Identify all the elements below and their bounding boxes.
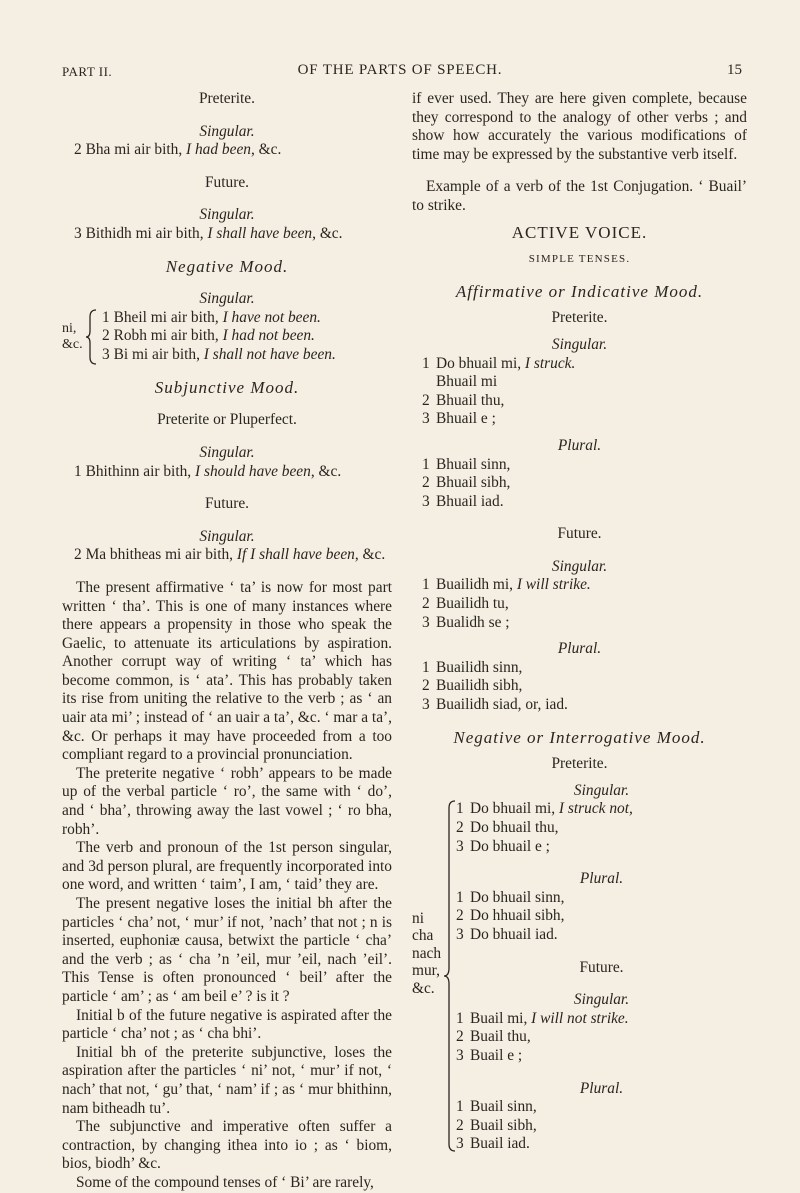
- paragraph: Some of the compound tenses of ‘ Bi’ are rarely,: [76, 1173, 374, 1191]
- negative-singular-label: Singular.: [199, 290, 255, 308]
- aff-pret-plural-list: [412, 456, 747, 512]
- active-voice-heading: ACTIVE VOICE.: [511, 222, 648, 242]
- paragraph: Initial bh of the preterite subjunctive, loses the aspiration after the particles ‘ ni’ not, ‘ mur’ if not, ‘ nach’ that not, ‘ gu’ that, ‘ nam’ if ; as ‘ mur bhithinn, nam bitheadh tu’.: [62, 1043, 392, 1117]
- aff-fut-singular-list: [412, 576, 747, 632]
- conjugation-line: 3 Bhuail iad.: [422, 492, 504, 510]
- paragraph: The present affirmative ‘ ta’ is now for most part written ‘ tha’. This is one of many instances where there appears a propensity in those who speak the Gaelic, to attenuate its articulations by aspiration. Another corrupt way of writing ‘ ta’ which has become common, is ‘ ata’. This has probably taken its rise from uniting the relative to the verb ; as ‘ an uair ata mi’ ; instead of ‘ an uair a ta’, &c. ‘ mar a ta’, &c. Or perhaps it may have proceeded from a too compliant regard to a provincial pronunciation.: [62, 578, 392, 764]
- aff-preterite-heading: Preterite.: [551, 309, 608, 327]
- conjugation-line: 1 Buail mi, I will not strike.: [456, 1009, 629, 1027]
- neg-pret-singular-label: Singular.: [573, 781, 630, 799]
- paragraph: The present negative loses the initial bh after the particles ‘ cha’ not, ‘ mur’ if not, ’nach’ that not ; n is inserted, euphoniæ causa, betwixt the particle ‘ cha’ and the verb ; as ‘ cha ’n ’eil, mur ’eil, nach ’eil’. This Tense is often pronounced ‘ beil’ after the particle ‘ am’ ; as ‘ am beil e’ ? is it ?: [62, 895, 392, 1005]
- subjunctive-singular-label: Singular.: [199, 443, 255, 461]
- negative-conjugation-block: [412, 782, 747, 1154]
- negative-line: 1 Bheil mi air bith, I have not been.: [102, 308, 321, 326]
- conjugation-line: 1 Do bhuail mi, I struck not,: [456, 800, 633, 818]
- aff-pret-singular-label: Singular.: [551, 335, 608, 353]
- subjunctive-mood-heading: Subjunctive Mood.: [154, 377, 300, 397]
- conjugation-line: 2 Buailidh tu,: [422, 595, 509, 613]
- negative-line: 3 Bi mi air bith, I shall not have been.: [102, 345, 336, 363]
- conjugation-line: 1 Do bhuail mi, I struck.: [422, 354, 576, 372]
- conjugation-line: 1 Bhuail sinn,: [422, 455, 511, 473]
- subjunctive-subheading: Preterite or Pluperfect.: [157, 411, 297, 429]
- aff-future-heading: Future.: [557, 525, 602, 543]
- sub-future-heading: Future.: [204, 495, 250, 513]
- brace-icon: [86, 309, 98, 365]
- page-number: 15: [727, 62, 742, 78]
- neg-pret-plural-list: [456, 889, 747, 945]
- affirmative-mood-heading: Affirmative or Indicative Mood.: [455, 281, 704, 301]
- neg-pret-plural-label: Plural.: [579, 870, 624, 888]
- conjugation-line: 2 Buail thu,: [456, 1028, 531, 1046]
- conjugation-line: 1 Buail sinn,: [456, 1098, 537, 1116]
- negative-mood-heading: Negative Mood.: [165, 256, 289, 276]
- paragraph: Initial b of the future negative is aspirated after the particle ‘ cha’ not ; as ‘ cha bhi’.: [62, 1006, 392, 1043]
- preterite-singular-label: Singular.: [199, 122, 255, 140]
- aff-pret-singular-list: [412, 355, 747, 429]
- running-header: [0, 62, 800, 86]
- paragraph: The subjunctive and imperative often suffer a contraction, by changing ithea into io ; as ‘ biom, bios, biodh’ &c.: [62, 1118, 392, 1173]
- negative-mood-block: [62, 309, 392, 365]
- part-label: PART II.: [62, 64, 113, 79]
- future-singular-label: Singular.: [199, 206, 255, 224]
- right-column: [412, 90, 747, 1154]
- paragraph: The verb and pronoun of the 1st person singular, and 3d person plural, are frequently incorporated into one word, and written ‘ taim’, I am, ‘ taid’ they are.: [62, 839, 392, 894]
- neg-fut-singular-list: [456, 1010, 747, 1066]
- negative-interrogative-heading: Negative or Interrogative Mood.: [453, 727, 706, 747]
- conjugation-line: 2 Bhuail thu,: [422, 391, 505, 409]
- page-title: OF THE PARTS OF SPEECH.: [297, 62, 503, 78]
- left-column: [62, 90, 392, 1193]
- aff-pret-plural-label: Plural.: [557, 436, 602, 454]
- aff-fut-plural-list: [412, 659, 747, 715]
- neg-fut-singular-label: Singular.: [573, 991, 630, 1009]
- conjugation-line: 2 Do bhuail thu,: [456, 819, 559, 836]
- preterite-heading: Preterite.: [199, 90, 255, 107]
- neg-fut-plural-label: Plural.: [579, 1079, 624, 1097]
- conjugation-line: 3 Bualidh se ;: [422, 613, 510, 631]
- future-line: 3 Bithidh mi air bith, I shall have been, &c.: [74, 224, 343, 242]
- paragraph: The preterite negative ‘ robh’ appears to be made up of the verbal particle ‘ ro’, the same with ‘ do’, and ‘ bha’, throwing away the last vowel ; ‘ ro bha, robh’.: [62, 764, 392, 838]
- future-heading: Future.: [204, 173, 250, 191]
- example-paragraph: Example of a verb of the 1st Conjugation. ‘ Buail’ to strike.: [412, 178, 747, 214]
- subjunctive-line: 1 Bhithinn air bith, I should have been, &c.: [74, 462, 342, 480]
- conjugation-line: 2 Buail sibh,: [456, 1116, 537, 1134]
- conjugation-line: Bhuail mi: [436, 373, 498, 391]
- conjugation-line: 2 Bhuail sibh,: [422, 474, 511, 492]
- sub-future-line: 2 Ma bhitheas mi air bith, If I shall have been, &c.: [74, 546, 386, 564]
- conjugation-line: 3 Buail iad.: [456, 1135, 530, 1153]
- aff-fut-singular-label: Singular.: [551, 557, 608, 575]
- negative-line: 2 Robh mi air bith, I had not been.: [102, 327, 315, 345]
- aff-fut-plural-label: Plural.: [557, 640, 602, 658]
- intro-paragraph: if ever used. They are here given complete, because they correspond to the analogy of other verbs ; and show how accurately the various modifications of time may be expressed by the substantive verb itself.: [412, 90, 747, 163]
- simple-tenses-heading: SIMPLE TENSES.: [528, 253, 631, 266]
- preterite-line: 2 Bha mi air bith, I had been, &c.: [74, 141, 282, 159]
- neg-pret-singular-list: [456, 800, 747, 856]
- conjugation-line: 2 Buailidh sibh,: [422, 677, 523, 695]
- conjugation-line: 1 Do bhuail sinn,: [456, 888, 565, 906]
- sub-future-singular-label: Singular.: [199, 527, 255, 545]
- negative-particles-label: ni cha nach mur, &c.: [412, 782, 456, 1154]
- neg-preterite-heading: Preterite.: [551, 755, 608, 773]
- conjugation-line: 3 Buailidh siad, or, iad.: [422, 696, 568, 714]
- negative-side-label: ni, &c.: [62, 320, 83, 352]
- neg-future-heading: Future.: [579, 958, 624, 976]
- conjugation-line: 3 Do bhuail e ;: [456, 837, 550, 855]
- conjugation-line: 3 Buail e ;: [456, 1046, 523, 1064]
- conjugation-line: 3 Bhuail e ;: [422, 410, 496, 428]
- conjugation-line: 3 Do bhuail iad.: [456, 925, 558, 943]
- conjugation-line: 2 Do hhuail sibh,: [456, 907, 565, 925]
- conjugation-line: 1 Buailidh mi, I will strike.: [422, 576, 591, 594]
- conjugation-line: 1 Buailidh sinn,: [422, 658, 523, 676]
- neg-fut-plural-list: [456, 1098, 747, 1154]
- brace-icon: [444, 800, 456, 1152]
